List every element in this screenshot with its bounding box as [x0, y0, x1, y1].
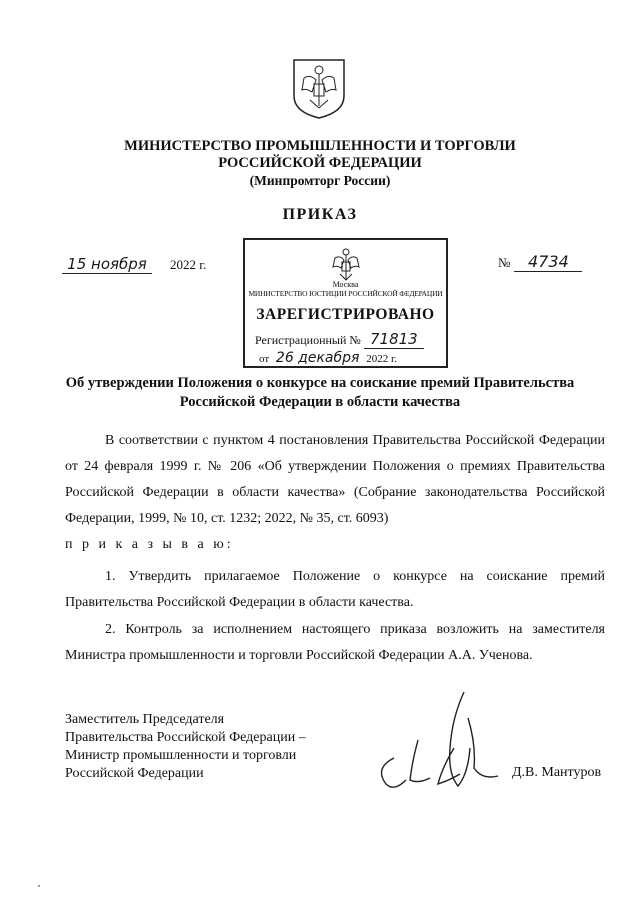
stamp-reg-value: 71813: [364, 330, 424, 349]
prikazyvayu-word: п р и к а з ы в а ю:: [65, 537, 234, 552]
stamp-city: Москва: [332, 280, 359, 289]
order-number-value: 4734: [514, 252, 582, 272]
ministry-short-name: (Минпромторг России): [249, 173, 391, 188]
signatory-title-line3: Министр промышленности и торговли: [65, 748, 297, 763]
preamble-text: В соответствии с пунктом 4 постановления Правительства Российской Федерации от 24 февраля 1999 г. № 206 «Об утверждении Положения о премиях Правительства Российской Федерации в области качества» (Собрание законодательства Российской Федерации, 1999, № 10, ст. 1232; 2022, № 35, ст. 6093): [65, 433, 605, 526]
stamp-eagle-icon: [329, 246, 363, 284]
stamp-date-year: 2022 г.: [366, 353, 397, 365]
order-date: [62, 255, 206, 274]
ministry-name-line2: РОССИЙСКОЙ ФЕДЕРАЦИИ: [218, 155, 422, 171]
preamble-paragraph: [65, 428, 605, 558]
stamp-ministry: МИНИСТЕРСТВО ЮСТИЦИИ РОССИЙСКОЙ ФЕДЕРАЦИИ: [248, 289, 443, 298]
signatory-title-line4: Российской Федерации: [65, 766, 204, 781]
subject-line1: Об утверждении Положения о конкурсе на соискание премий Правительства: [65, 375, 575, 391]
order-date-day: 15 ноября: [62, 255, 152, 274]
order-number: [498, 252, 582, 272]
russian-coat-of-arms-icon: [290, 56, 348, 120]
order-subject: [0, 374, 640, 412]
stamp-date: [259, 350, 397, 367]
order-date-year: 2022 г.: [170, 257, 207, 272]
stamp-registered: ЗАРЕГИСТРИРОВАНО: [256, 306, 435, 323]
stamp-date-value: 26 декабря: [272, 350, 364, 367]
signatory-title-line1: Заместитель Председателя: [65, 712, 225, 727]
stamp-date-prefix: от: [259, 353, 270, 365]
scan-speck: [38, 885, 40, 887]
handwritten-signature: [372, 688, 502, 798]
ministry-name-line1: МИНИСТЕРСТВО ПРОМЫШЛЕННОСТИ И ТОРГОВЛИ: [124, 138, 516, 154]
signatory-title: [65, 711, 306, 783]
registration-stamp: [243, 238, 448, 368]
stamp-reg-label: Регистрационный №: [255, 333, 361, 347]
order-item-2: 2. Контроль за исполнением настоящего приказа возложить на заместителя Министра промышленности и торговли Российской Федерации А.А. Ученова.: [65, 622, 605, 663]
stamp-registration-number: [255, 330, 424, 349]
document-title: ПРИКАЗ: [282, 206, 358, 223]
signatory-name: Д.В. Мантуров: [512, 765, 602, 780]
signatory-title-line2: Правительства Российской Федерации –: [65, 730, 306, 745]
order-number-prefix: №: [498, 255, 511, 270]
order-item-1: 1. Утвердить прилагаемое Положение о конкурсе на соискание премий Правительства Российской Федерации в области качества.: [65, 569, 605, 610]
subject-line2: Российской Федерации в области качества: [179, 394, 461, 410]
